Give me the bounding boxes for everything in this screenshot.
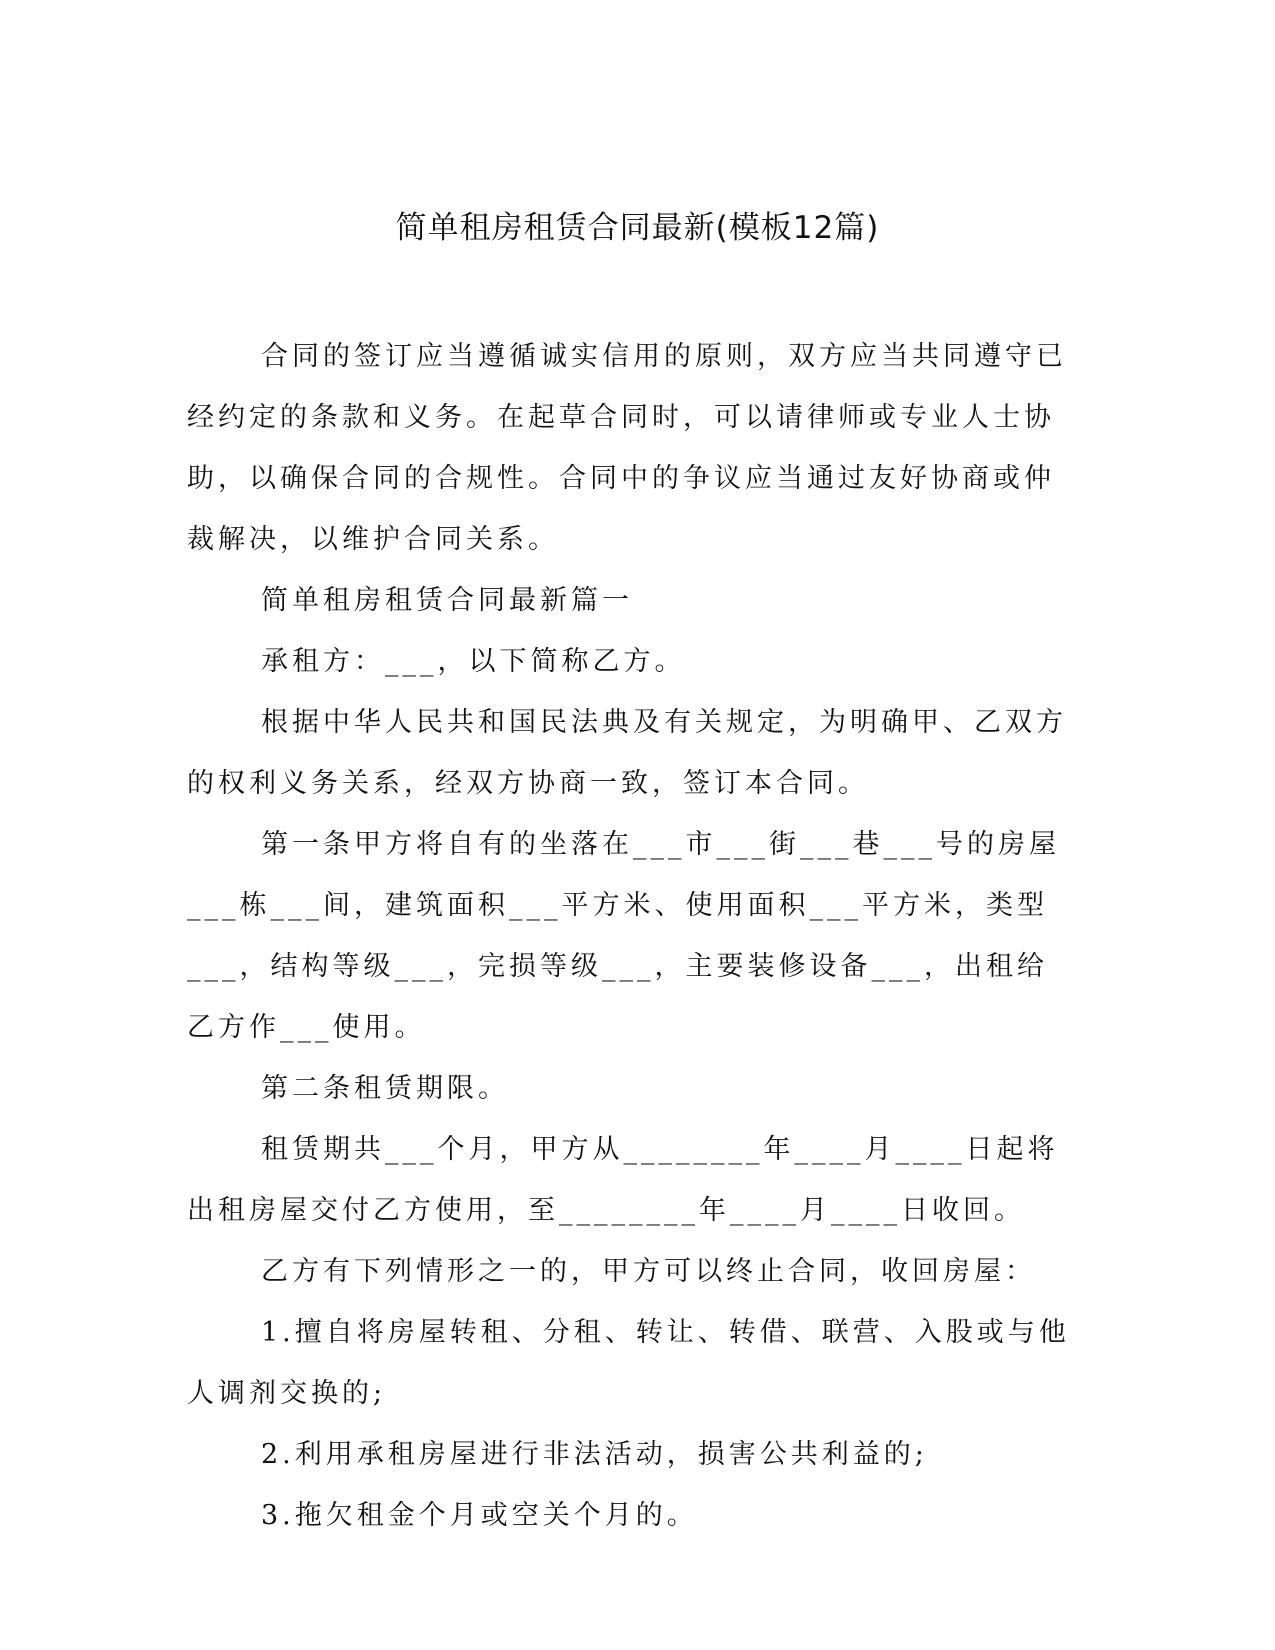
document-body [187,326,1077,1546]
paragraph-item-1: 1.擅自将房屋转租、分租、转让、转借、联营、入股或与他人调剂交换的; [187,1317,1070,1409]
paragraph-article-1: 第一条甲方将自有的坐落在___市___街___巷___号的房屋___栋___间，建筑面积___平方米、使用面积___平方米，类型___，结构等级___，完损等级___，主要装修设备___，出租给乙方作___使用。 [187,829,1060,1043]
paragraph-termination: 乙方有下列情形之一的，甲方可以终止合同，收回房屋： [261,1256,1036,1287]
document-title: 简单租房租赁合同最新(模板12篇) [395,210,880,246]
paragraph-basis: 根据中华人民共和国民法典及有关规定，为明确甲、乙双方的权利义务关系，经双方协商一致，签订本合同。 [187,707,1067,799]
paragraph-term: 租赁期共___个月，甲方从________年____月____日起将出租房屋交付乙方使用，至________年____月____日收回。 [187,1134,1059,1226]
paragraph-item-3: 3.拖欠租金个月或空关个月的。 [261,1500,698,1531]
paragraph-section-heading: 简单租房租赁合同最新篇一 [261,585,633,616]
paragraph-lessee: 承租方：___，以下简称乙方。 [261,646,686,677]
paragraph-article-2: 第二条租赁期限。 [261,1073,509,1104]
paragraph-item-2: 2.利用承租房屋进行非法活动，损害公共利益的; [261,1439,928,1470]
paragraph-intro: 合同的签订应当遵循诚实信用的原则，双方应当共同遵守已经约定的条款和义务。在起草合同时，可以请律师或专业人士协助，以确保合同的合规性。合同中的争议应当通过友好协商或仲裁解决，以维护合同关系。 [187,341,1067,555]
